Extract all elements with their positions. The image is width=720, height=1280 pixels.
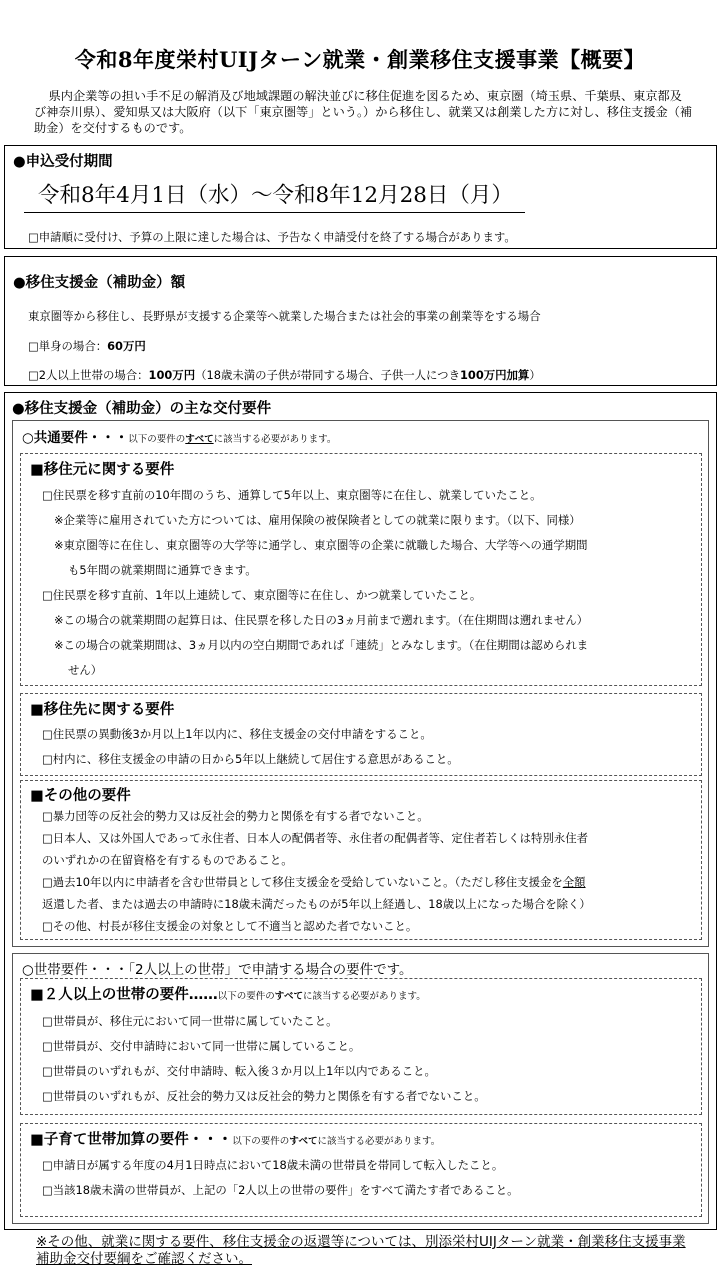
child-note-pre: 以下の要件の [232,1136,290,1147]
other-line: 返還した者、または過去の申請時に18歳未満だったものが5年以上経過し、18歳以上になった場合を除く） [42,897,591,911]
common-label [22,426,336,446]
multi-note-post: に該当する必要があります。 [303,991,426,1002]
other-line-text: □過去10年以内に申請者を含む世帯員として移住支援金を受給していないこと。（ただし移住支援金を [42,875,563,889]
origin-heading: ■移住元に関する要件 [30,462,175,478]
amount-single [28,338,146,354]
origin-line: せん） [68,663,103,677]
application-period: 令和8年4月1日（水）～令和8年12月28日（月） [24,178,525,213]
origin-line: ※この場合の就業期間の起算日は、住民票を移した日の3ヵ月前まで遡れます。（在住期間は遡れません） [54,613,589,627]
multi-value: 100万円 [148,368,196,382]
single-label: □単身の場合： [28,339,108,353]
requirements-heading: ●移住支援金（補助金）の主な交付要件 [12,401,272,417]
child-household-heading [30,1128,440,1149]
application-heading: ●申込受付期間 [13,154,113,170]
origin-line: ※企業等に雇用されていた方については、雇用保険の被保険者としての就業に限ります。（以下、同様） [54,513,581,527]
amount-multi [28,367,541,383]
destination-line: □村内に、移住支援金の申請の日から5年以上継続して居住する意思があること。 [42,752,459,766]
intro-text: 県内企業等の担い手不足の解消及び地域課題の解決並びに移住促進を図るため、東京圏（埼玉県、千葉県、東京都及び神奈川県）、愛知県又は大阪府（以下「東京圏等」という。）から移住し、就業又は創業した方に対し、移住支援金（補助金）を交付するものです。 [34,89,693,135]
origin-line: も5年間の就業期間に通算できます。 [68,563,257,577]
multi-note-value: 100万円加算 [459,368,530,382]
origin-line: ※東京圏等に在住し、東京圏等の大学等に通学し、東京圏等の企業に就職した場合、大学等への通学期間 [54,538,588,552]
multi-household-heading [30,983,426,1004]
origin-line: □住民票を移す直前、1年以上連続して、東京圏等に在住し、かつ就業していたこと。 [42,588,482,602]
common-label-text: ○共通要件・・・ [22,430,129,446]
multi-note-pre: 以下の要件の [217,991,275,1002]
other-line: □その他、村長が移住支援金の対象として不適当と認めた者でないこと。 [42,919,418,933]
origin-line: □住民票を移す直前の10年間のうち、通算して5年以上、東京圏等に在住し、就業していたこと。 [42,488,542,502]
footer-note: ※その他、就業に関する要件、移住支援金の返還等については、別添栄村UIJターン就業・創業移住支援事業補助金交付要綱をご確認ください。 [36,1234,686,1267]
common-note-pre: 以下の要件の [128,434,186,445]
multi-note-post: ） [529,368,541,382]
page-title: 令和8年度栄村UIJターン就業・創業移住支援事業【概要】 [74,47,646,72]
household-label: ○世帯要件・・・「2人以上の世帯」で申請する場合の要件です。 [22,962,413,978]
single-value: 60万円 [107,339,146,353]
multi-note-em: すべて [274,991,304,1002]
multi-household-line: □世帯員が、交付申請時において同一世帯に属していること。 [42,1039,361,1053]
other-line [42,874,586,890]
destination-line: □住民票の異動後3か月以上1年以内に、移住支援金の交付申請をすること。 [42,727,432,741]
other-heading: ■その他の要件 [30,788,131,804]
multi-household-line: □世帯員のいずれもが、交付申請時、転入後３か月以上1年以内であること。 [42,1064,436,1078]
child-household-line: □当該18歳未満の世帯員が、上記の「2人以上の世帯の要件」をすべて満たす者であること。 [42,1183,519,1197]
multi-heading-text: ■２人以上の世帯の要件…… [30,987,218,1003]
child-heading-text: ■子育て世帯加算の要件・・・ [30,1132,233,1148]
common-note-post: に該当する必要があります。 [213,434,337,445]
origin-line: ※この場合の就業期間は、3ヵ月以内の空白期間であれば「連続」とみなします。（在住期間は認められま [54,638,589,652]
child-note-post: に該当する必要があります。 [317,1136,441,1147]
amount-heading: ●移住支援金（補助金）額 [13,275,186,291]
destination-heading: ■移住先に関する要件 [30,702,175,718]
other-line: □日本人、又は外国人であって永住者、日本人の配偶者等、永住者の配偶者等、定住者若しくは特別永住者 [42,831,589,845]
multi-household-line: □世帯員のいずれもが、反社会的勢力又は反社会的勢力と関係を有する者でないこと。 [42,1089,486,1103]
multi-note-pre: （18歳未満の子供が帯同する場合、子供一人につき [195,368,460,382]
child-household-line: □申請日が属する年度の4月1日時点において18歳未満の世帯員を帯同して転入したこと。 [42,1158,504,1172]
other-line: □暴力団等の反社会的勢力又は反社会的勢力と関係を有する者でないこと。 [42,809,429,823]
child-note-em: すべて [289,1136,318,1147]
multi-label: □2人以上世帯の場合： [28,368,149,382]
other-line-emphasis: 全額 [562,875,586,889]
amount-condition: 東京圏等から移住し、長野県が支援する企業等へ就業した場合または社会的事業の創業等をする場合 [28,309,541,323]
application-note: □申請順に受付け、予算の上限に達した場合は、予告なく申請受付を終了する場合があります。 [28,230,516,244]
multi-household-line: □世帯員が、移住元において同一世帯に属していたこと。 [42,1014,338,1028]
common-note-em: すべて [185,434,214,445]
other-line: のいずれかの在留資格を有するものであること。 [42,853,293,867]
